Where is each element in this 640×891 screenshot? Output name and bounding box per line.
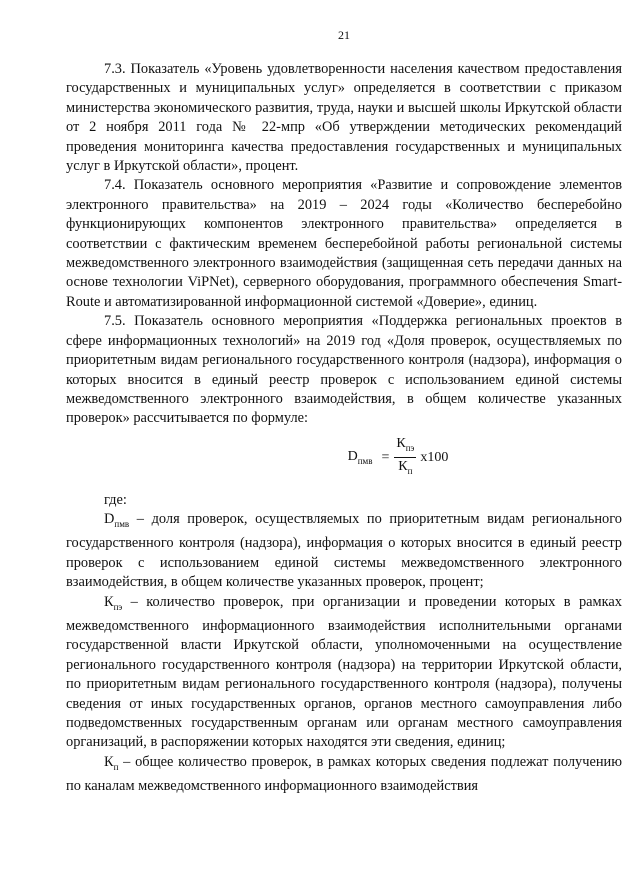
formula-equals: = [381,449,390,465]
definition-text: – количество проверок, при организации и проведении которых в рамках межведомственного информационного взаимодействия исполнительными органами государственной власти Иркутской области, уполномоченными на осуществление регионального государственного контроля (надзора) на территории Иркутской области, по приоритетным видам регионального государственного контроля (надзора), получены сведения от иных государственных органов, органов местного самоуправления либо подведомственных государственным органам или органам местного самоуправления организаций, в распоряжении которых находятся эти сведения, единиц; [66,593,622,751]
paragraph-7-5: 7.5. Показатель основного мероприятия «Поддержка региональных проектов в сфере информационных технологий» на 2019 год «Доля проверок, осуществляемых по приоритетным видам регионального государственного контроля (надзора), информация о которых вносится в единый реестр проверок с использованием единой системы межведомственного электронного взаимодействия, в общем количестве указанных проверок» рассчитывается по формуле: [66,313,622,427]
where-label: где: [104,491,127,508]
definition-kpe [66,593,622,753]
definition-kp [66,753,622,797]
definition-text: – общее количество проверок, в рамках которых сведения подлежат получению по каналам межведомственного информационного взаимодействия [66,753,622,795]
definition-text: – доля проверок, осуществляемых по приоритетным видам регионального государственного контроля (надзора), информация о которых вносится в единый реестр проверок с использованием единой системы межведомственного электронного взаимодействия, в общем количестве указанных проверок, процент; [66,511,622,591]
formula-denominator [398,458,412,479]
document-page [66,28,622,796]
definition-symbol: К [104,753,114,770]
denominator-subscript: п [407,466,413,477]
paragraph-7-4: 7.4. Показатель основного мероприятия «Развитие и сопровождение элементов электронного правительства» на 2019 – 2024 годы «Количество бесперебойно функционирующих компонентов электронного правительства» определяется в соответствии с фактическим временем бесперебойной работы региональной системы межведомственного электронного взаимодействия (защищенная сеть передачи данных на основе технологии ViPNet), серверного оборудования, программного обеспечения Smart-Route и автоматизированной информационной системой «Доверие», единиц. [66,177,622,310]
paragraph-7-3: 7.3. Показатель «Уровень удовлетворенности населения качеством предоставления государственных и муниципальных услуг» определяется в соответствии с приказом министерства экономического развития, труда, науки и высшей школы Иркутской области от 2 ноября 2011 года № 22-мпр «Об утверждении методических рекомендаций проведения мониторинга качества предоставления государственных и муниципальных услуг в Иркутской области», процент. [66,61,622,175]
formula-lhs [348,449,373,466]
definition-symbol: D [104,511,115,528]
numerator-symbol: К [396,436,406,452]
formula-lhs-symbol: D [347,449,358,465]
definition-subscript: пмв [114,519,130,529]
numerator-subscript: пэ [405,443,415,454]
formula-numerator [394,436,416,458]
definition-symbol: К [104,593,114,610]
formula-lhs-subscript: пмв [357,456,373,467]
formula [66,436,622,477]
definition-subscript: п [113,761,119,772]
denominator-symbol: К [398,459,408,475]
definition-dpmv [66,510,622,593]
formula-multiplier: х100 [420,449,449,465]
formula-fraction [394,436,416,479]
page-number: 21 [338,28,350,42]
definition-subscript: пэ [113,601,123,612]
